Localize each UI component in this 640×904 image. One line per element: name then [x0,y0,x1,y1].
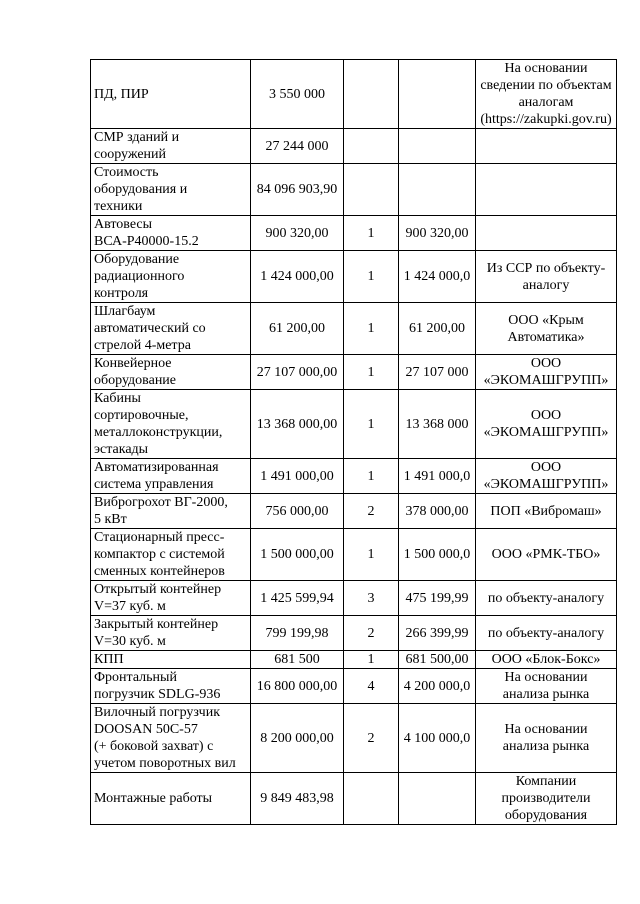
basis-cell: ООО «ЭКОМАШГРУПП» [476,459,617,494]
quantity-cell [344,773,399,825]
quantity-cell: 1 [344,303,399,355]
unit-price-cell: 4 200 000,0 [399,669,476,704]
basis-cell [476,164,617,216]
unit-price-cell: 681 500,00 [399,651,476,669]
quantity-cell: 1 [344,216,399,251]
total-cost-cell: 900 320,00 [251,216,344,251]
total-cost-cell: 61 200,00 [251,303,344,355]
quantity-cell: 2 [344,704,399,773]
basis-cell: На основании анализа рынка [476,669,617,704]
unit-price-cell: 266 399,99 [399,616,476,651]
item-name-cell: Фронтальный погрузчик SDLG-936 [91,669,251,704]
quantity-cell: 1 [344,390,399,459]
item-name-cell: Кабины сортировочные, металлоконструкции, эстакады [91,390,251,459]
basis-cell: ПОП «Вибромаш» [476,494,617,529]
unit-price-cell: 1 491 000,0 [399,459,476,494]
basis-cell [476,216,617,251]
item-name-cell: Закрытый контейнер V=30 куб. м [91,616,251,651]
unit-price-cell [399,60,476,129]
item-name-cell: Автоматизированная система управления [91,459,251,494]
unit-price-cell: 4 100 000,0 [399,704,476,773]
table-row [91,459,617,494]
total-cost-cell: 1 424 000,00 [251,251,344,303]
total-cost-cell: 1 500 000,00 [251,529,344,581]
total-cost-cell: 1 491 000,00 [251,459,344,494]
total-cost-cell: 16 800 000,00 [251,669,344,704]
quantity-cell: 1 [344,651,399,669]
basis-cell: Из ССР по объекту- аналогу [476,251,617,303]
quantity-cell: 3 [344,581,399,616]
item-name-cell: Конвейерное оборудование [91,355,251,390]
unit-price-cell: 13 368 000 [399,390,476,459]
table-row [91,129,617,164]
table-row [91,251,617,303]
table-row [91,651,617,669]
item-name-cell: КПП [91,651,251,669]
table-row [91,60,617,129]
table-row [91,581,617,616]
unit-price-cell: 475 199,99 [399,581,476,616]
item-name-cell: Автовесы ВСА-Р40000-15.2 [91,216,251,251]
quantity-cell: 1 [344,251,399,303]
quantity-cell: 1 [344,529,399,581]
unit-price-cell [399,164,476,216]
item-name-cell: ПД, ПИР [91,60,251,129]
basis-cell: по объекту-аналогу [476,616,617,651]
basis-cell: ООО «Крым Автоматика» [476,303,617,355]
table-row [91,390,617,459]
unit-price-cell: 1 424 000,0 [399,251,476,303]
quantity-cell: 2 [344,616,399,651]
item-name-cell: Монтажные работы [91,773,251,825]
basis-cell: Компании производители оборудования [476,773,617,825]
basis-cell: На основании анализа рынка [476,704,617,773]
total-cost-cell: 799 199,98 [251,616,344,651]
total-cost-cell: 27 244 000 [251,129,344,164]
basis-cell: ООО «ЭКОМАШГРУПП» [476,390,617,459]
unit-price-cell: 378 000,00 [399,494,476,529]
basis-cell [476,129,617,164]
quantity-cell: 1 [344,459,399,494]
table-row [91,773,617,825]
total-cost-cell: 681 500 [251,651,344,669]
cost-table [90,59,617,825]
item-name-cell: Шлагбаум автоматический со стрелой 4-метра [91,303,251,355]
table-row [91,216,617,251]
basis-cell: ООО «РМК-ТБО» [476,529,617,581]
total-cost-cell: 756 000,00 [251,494,344,529]
total-cost-cell: 8 200 000,00 [251,704,344,773]
table-row [91,164,617,216]
table-row [91,669,617,704]
table-row [91,303,617,355]
item-name-cell: Стоимость оборудования и техники [91,164,251,216]
total-cost-cell: 9 849 483,98 [251,773,344,825]
quantity-cell: 4 [344,669,399,704]
unit-price-cell: 61 200,00 [399,303,476,355]
table-row [91,704,617,773]
table-row [91,355,617,390]
total-cost-cell: 3 550 000 [251,60,344,129]
basis-cell: ООО «Блок-Бокс» [476,651,617,669]
item-name-cell: Оборудование радиационного контроля [91,251,251,303]
item-name-cell: Вилочный погрузчик DOOSAN 50C-57 (+ боковой захват) с учетом поворотных вил [91,704,251,773]
unit-price-cell: 900 320,00 [399,216,476,251]
quantity-cell: 1 [344,355,399,390]
total-cost-cell: 27 107 000,00 [251,355,344,390]
table-row [91,616,617,651]
quantity-cell [344,60,399,129]
quantity-cell: 2 [344,494,399,529]
item-name-cell: Открытый контейнер V=37 куб. м [91,581,251,616]
quantity-cell [344,164,399,216]
item-name-cell: СМР зданий и сооружений [91,129,251,164]
total-cost-cell: 1 425 599,94 [251,581,344,616]
unit-price-cell [399,773,476,825]
unit-price-cell: 27 107 000 [399,355,476,390]
unit-price-cell [399,129,476,164]
unit-price-cell: 1 500 000,0 [399,529,476,581]
basis-cell: На основании сведении по объектам аналогам (https://zakupki.gov.ru) [476,60,617,129]
quantity-cell [344,129,399,164]
total-cost-cell: 13 368 000,00 [251,390,344,459]
table-row [91,529,617,581]
item-name-cell: Виброгрохот ВГ-2000, 5 кВт [91,494,251,529]
item-name-cell: Стационарный пресс- компактор с системой сменных контейнеров [91,529,251,581]
total-cost-cell: 84 096 903,90 [251,164,344,216]
table-row [91,494,617,529]
basis-cell: по объекту-аналогу [476,581,617,616]
basis-cell: ООО «ЭКОМАШГРУПП» [476,355,617,390]
